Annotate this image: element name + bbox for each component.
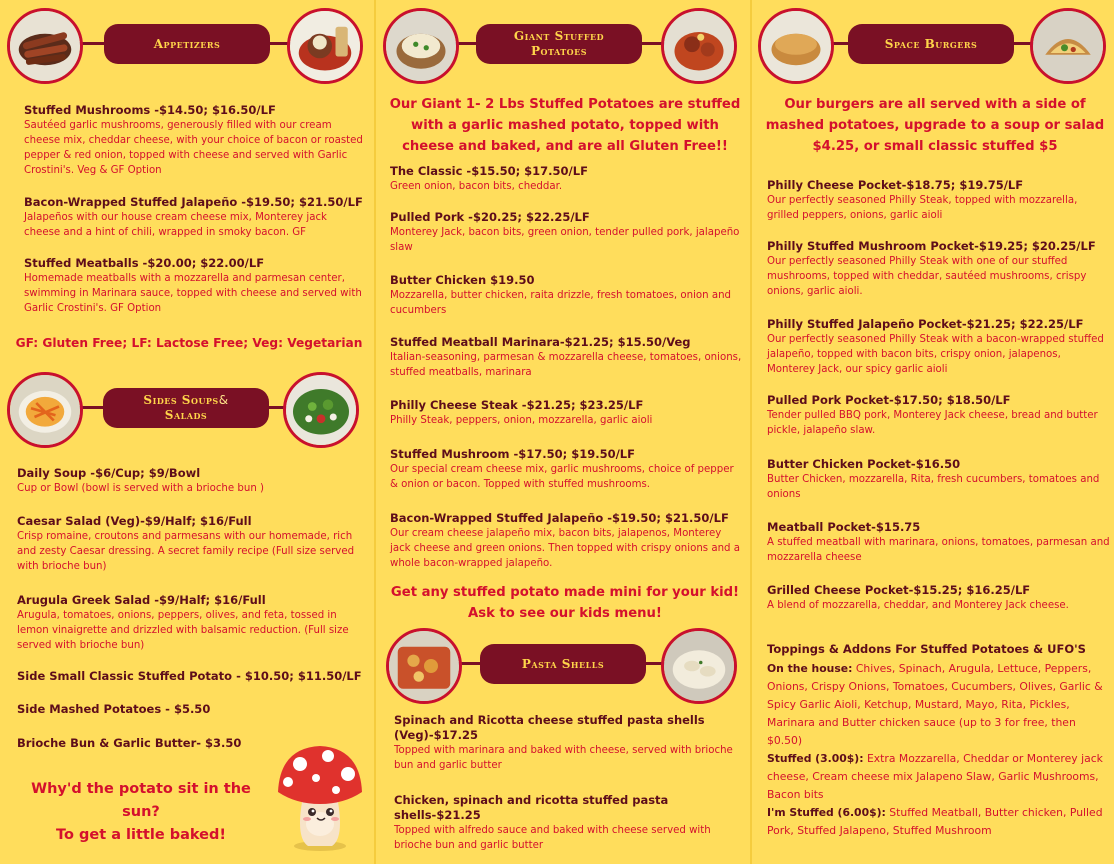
item-name: Butter Chicken $19.50 (390, 273, 535, 287)
item-description: Our cream cheese jalapeño mix, bacon bits, jalapenos, Monterey jack cheese and green onions. Then topped with crispy onions and a whole bacon-wrapped jalapeño. (390, 528, 740, 569)
item-name: Philly Cheese Steak -$21.25; $23.25/LF (390, 398, 644, 412)
item-name: Daily Soup -$6/Cup; $9/Bowl (17, 466, 201, 480)
item-name: Bacon-Wrapped Stuffed Jalapeño -$19.50; $21.50/LF (24, 195, 363, 209)
stuffed-label: Stuffed (3.00$): (767, 752, 864, 765)
item-description: Monterey Jack, bacon bits, green onion, tender pulled pork, jalapeño slaw (390, 227, 740, 253)
item-description: Butter Chicken, mozzarella, Rita, fresh cucumbers, tomatoes and onions (767, 474, 1100, 500)
im-stuffed-text: Stuffed Meatball, Butter chicken, Pulled Pork, Stuffed Jalapeno, Stuffed Mushroom (767, 806, 1103, 837)
menu-item-philly-potato (390, 398, 744, 428)
item-name: Philly Cheese Pocket-$18.75; $19.75/LF (767, 178, 1024, 192)
item-description: Our perfectly seasoned Philly Steak with one of our stuffed mushrooms, topped with cheddar, sautéed mushrooms, crispy onions, garlic aioli. (767, 256, 1087, 297)
menu-item-pulled-pork-potato (390, 210, 744, 255)
item-description: Green onion, bacon bits, cheddar. (390, 181, 563, 192)
sides-title-b: Salads (164, 408, 208, 422)
item-description: A blend of mozzarella, cheddar, and Monterey Jack cheese. (767, 600, 1069, 611)
potatoes-title (476, 24, 642, 64)
potato-joke (10, 778, 272, 847)
menu-item-bacon-jalapeno (24, 195, 364, 240)
menu-item-philly-pocket (767, 178, 1111, 223)
joke-answer: To get a little baked! (56, 827, 226, 843)
alfredo-shells-photo (661, 628, 737, 704)
item-description: Crisp romaine, croutons and parmesans with our homemade, rich and zesty Caesar dressing. A secret family recipe (Full size served with brioche bun) (17, 531, 355, 572)
item-description: A stuffed meatball with marinara, onions, tomatoes, parmesan and mozzarella cheese (767, 537, 1110, 563)
joke-question: Why'd the potato sit in the sun? (31, 781, 251, 820)
burgers-intro: Our burgers are all served with a side of mashed potatoes, upgrade to a soup or salad $4.25, or small classic stuffed $5 (765, 97, 1105, 154)
menu-item-mashed-potatoes (17, 702, 367, 717)
appetizers-banner (0, 0, 372, 86)
pasta-banner (378, 620, 748, 706)
column-divider (750, 0, 752, 864)
toppings-section (767, 640, 1109, 840)
item-description: Jalapeños with our house cream cheese mix, Monterey jack cheese and a hint of chili, wrapped in smoky bacon. GF (24, 212, 327, 238)
menu-item-mushroom-pocket (767, 239, 1111, 299)
menu-item-grilled-cheese-pocket (767, 583, 1113, 613)
menu-item-stuffed-mushrooms (24, 103, 364, 178)
salad-photo (283, 372, 359, 448)
appetizers-title: Appetizers (104, 24, 270, 64)
item-description: Homemade meatballs with a mozzarella and parmesan center, swimming in Marinara sauce, topped with cheese and served with Garlic Crostini's. GF Option (24, 273, 362, 314)
house-label: On the house: (767, 662, 853, 675)
menu-item-butter-chicken-potato (390, 273, 744, 318)
item-description: Our special cream cheese mix, garlic mushrooms, choice of pepper & onion or bacon. Topped with stuffed mushrooms. (390, 464, 734, 490)
baked-pasta-photo (386, 628, 462, 704)
item-name: Arugula Greek Salad -$9/Half; $16/Full (17, 593, 266, 607)
sliced-pocket-photo (1030, 8, 1106, 84)
item-name: Bacon-Wrapped Stuffed Jalapeño -$19.50; $21.50/LF (390, 511, 729, 525)
pasta-title: Pasta Shells (480, 644, 646, 684)
menu-item-classic-potato (390, 164, 744, 194)
appetizers-sides-column (0, 0, 372, 864)
item-description: Topped with marinara and baked with cheese, served with brioche bun and garlic butter (394, 745, 733, 771)
sides-title (103, 388, 269, 428)
menu-item-spinach-shells (394, 713, 734, 773)
im-stuffed-label: I'm Stuffed (6.00$): (767, 806, 886, 819)
item-name: Philly Stuffed Jalapeño Pocket-$21.25; $22.25/LF (767, 317, 1084, 331)
item-name: Stuffed Mushrooms -$14.50; $16.50/LF (24, 103, 276, 117)
menu-item-pulled-pork-pocket (767, 393, 1111, 438)
item-name: Stuffed Meatball Marinara-$21.25; $15.50/Veg (390, 335, 691, 349)
item-name: Stuffed Mushroom -$17.50; $19.50/LF (390, 447, 635, 461)
menu-item-arugula-salad (17, 593, 362, 653)
squash-soup-photo (7, 372, 83, 448)
item-description: Italian-seasoning, parmesan & mozzarella cheese, tomatoes, onions, stuffed meatballs, marinara (390, 352, 742, 378)
item-name: Pulled Pork -$20.25; $22.25/LF (390, 210, 590, 224)
stuffed-text: Extra Mozzarella, Cheddar or Monterey jack cheese, Cream cheese mix Jalapeno Slaw, Garlic Mushrooms, Bacon bits (767, 752, 1103, 801)
item-name: Spinach and Ricotta cheese stuffed pasta shells (Veg)-$17.25 (394, 713, 705, 742)
item-name: Butter Chicken Pocket-$16.50 (767, 457, 961, 471)
potatoes-pasta-column (378, 0, 748, 864)
burgers-title: Space Burgers (848, 24, 1014, 64)
item-name: Grilled Cheese Pocket-$15.25; $16.25/LF (767, 583, 1031, 597)
item-name: Pulled Pork Pocket-$17.50; $18.50/LF (767, 393, 1011, 407)
menu-item-meatball-marinara-potato (390, 335, 744, 380)
item-description: Sautéed garlic mushrooms, generously filled with our cream cheese mix, cheddar cheese, with your choice of bacon or roasted pepper & red onion, topped with cheese and served with Garlic Crostini's. Veg & GF Option (24, 120, 363, 176)
item-description: Arugula, tomatoes, onions, peppers, olives, and feta, tossed in lemon vinaigrette and drizzled with balsamic reduction. (Full size served with brioche bun) (17, 610, 349, 651)
item-name: Stuffed Meatballs -$20.00; $22.00/LF (24, 256, 265, 270)
item-description: Mozzarella, butter chicken, raita drizzle, fresh tomatoes, onion and cucumbers (390, 290, 732, 316)
dietary-legend: GF: Gluten Free; LF: Lactose Free; Veg: Vegetarian (15, 336, 363, 350)
item-name: The Classic -$15.50; $17.50/LF (390, 164, 588, 178)
menu-item-side-potato (17, 669, 367, 684)
item-description: Our perfectly seasoned Philly Steak with a bacon-wrapped stuffed jalapeño, topped with bacon bits, crispy onion, jalapenos, Monterey Jack, our spicy garlic aioli (767, 334, 1104, 375)
item-description: Philly Steak, peppers, onion, mozzarella, garlic aioli (390, 415, 653, 426)
stuffed-potato-photo (383, 8, 459, 84)
item-name: Philly Stuffed Mushroom Pocket-$19.25; $20.25/LF (767, 239, 1096, 253)
item-description: Tender pulled BBQ pork, Monterey Jack cheese, bread and butter pickle, jalapeño slaw. (767, 410, 1098, 436)
item-name: Chicken, spinach and ricotta stuffed pasta shells-$21.25 (394, 793, 669, 822)
sides-title-a: Sides Soups (143, 393, 219, 407)
burgers-banner (754, 0, 1114, 86)
potatoes-title-a: Giant Stuffed (513, 29, 605, 43)
sides-banner (0, 364, 372, 450)
menu-item-caesar-salad (17, 514, 362, 574)
item-name: Side Mashed Potatoes - $5.50 (17, 702, 211, 716)
pocket-burger-photo (758, 8, 834, 84)
bacon-skewers-photo (7, 8, 83, 84)
meatball-plate-photo (287, 8, 363, 84)
toppings-title: Toppings & Addons For Stuffed Potatoes & UFO'S (767, 642, 1086, 656)
toppings-house (767, 660, 1109, 750)
item-name: Caesar Salad (Veg)-$9/Half; $16/Full (17, 514, 252, 528)
item-description: Topped with alfredo sauce and baked with cheese served with brioche bun and garlic butter (394, 825, 711, 851)
toppings-im-stuffed (767, 804, 1109, 840)
item-name: Side Small Classic Stuffed Potato - $10.50; $11.50/LF (17, 669, 362, 683)
menu-item-jalapeno-pocket (767, 317, 1111, 377)
toppings-stuffed (767, 750, 1109, 804)
potatoes-intro: Our Giant 1- 2 Lbs Stuffed Potatoes are stuffed with a garlic mashed potato, topped with cheese and baked, and are all Gluten Free!! (389, 97, 741, 154)
menu-item-chicken-shells (394, 793, 734, 853)
potatoes-banner (378, 0, 748, 86)
mushroom-mascot (272, 742, 368, 854)
column-divider (374, 0, 376, 864)
potatoes-title-b: Potatoes (530, 44, 588, 58)
sides-title-amp: & (218, 393, 229, 407)
menu-item-daily-soup (17, 466, 367, 496)
menu-item-meatball-pocket (767, 520, 1111, 565)
item-description: Cup or Bowl (bowl is served with a brioche bun ) (17, 483, 264, 494)
menu-item-jalapeno-potato (390, 511, 744, 571)
item-description: Our perfectly seasoned Philly Steak, topped with mozzarella, grilled peppers, onions, garlic aioli (767, 195, 1078, 221)
item-name: Brioche Bun & Garlic Butter- $3.50 (17, 736, 242, 750)
house-text: Chives, Spinach, Arugula, Lettuce, Peppers, Onions, Crispy Onions, Tomatoes, Cucumbers, Olives, Garlic & Spicy Garlic Aioli, Ketchup, Mustard, Mayo, Rita, Pickles, Marinara and Butter chicken sauce (up to 3 for free, then $0.50) (767, 662, 1103, 747)
kids-note: Get any stuffed potato made mini for your kid! Ask to see our kids menu! (390, 585, 740, 621)
item-name: Meatball Pocket-$15.75 (767, 520, 921, 534)
menu-item-stuffed-meatballs (24, 256, 364, 316)
menu-item-butter-chicken-pocket (767, 457, 1111, 502)
menu-item-mushroom-potato (390, 447, 744, 492)
loaded-potato-photo (661, 8, 737, 84)
burgers-column (754, 0, 1114, 864)
